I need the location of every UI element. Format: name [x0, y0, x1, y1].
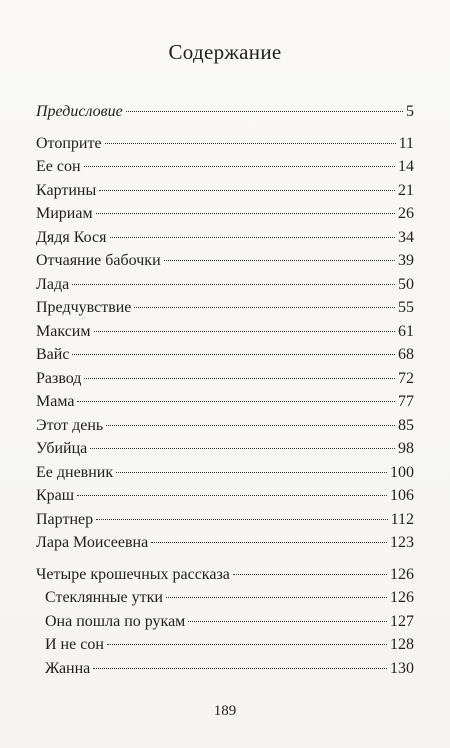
toc-entry-page: 130	[390, 659, 414, 677]
dot-leader	[99, 190, 395, 191]
toc-entry-page: 106	[390, 487, 414, 504]
toc-entry-page: 126	[390, 589, 414, 606]
toc-entry-page: 14	[398, 158, 414, 175]
toc-entry[interactable]	[36, 370, 414, 394]
toc-entry-page: 50	[398, 275, 414, 293]
toc-entry[interactable]	[36, 440, 414, 464]
toc-entry-page: 72	[398, 369, 414, 387]
toc-entry-page: 39	[398, 252, 414, 269]
toc-entry-label: Предисловие	[36, 103, 123, 120]
toc-entry[interactable]	[36, 229, 414, 253]
toc-entry[interactable]	[36, 205, 414, 229]
toc-entry-label: Четыре крошечных рассказа	[36, 565, 230, 583]
dot-leader	[116, 472, 387, 473]
dot-leader	[72, 284, 395, 285]
dot-leader	[164, 260, 395, 261]
toc-entry-page: 123	[390, 534, 414, 551]
toc-entry-page: 21	[398, 181, 414, 199]
toc-entry-page: 34	[398, 228, 414, 246]
toc-entry-page: 126	[390, 565, 414, 583]
toc-entry-page: 11	[398, 134, 414, 152]
toc-entry-page: 55	[398, 299, 414, 316]
toc-entry[interactable]	[36, 534, 414, 558]
toc-entry-page: 128	[390, 636, 414, 653]
toc-entry-label: Вайс	[36, 346, 70, 363]
toc-entry[interactable]	[36, 464, 414, 488]
toc-entry[interactable]	[36, 135, 414, 159]
toc-entry-label: Лада	[36, 275, 70, 293]
table-of-contents	[36, 103, 414, 683]
dot-leader	[188, 621, 387, 622]
dot-leader	[84, 166, 395, 167]
toc-entry[interactable]	[36, 487, 414, 511]
toc-entry-label: Лара Моисеевна	[36, 534, 149, 551]
toc-entry-label: Развод	[36, 369, 82, 387]
toc-entry[interactable]	[36, 299, 414, 323]
dot-leader	[106, 425, 395, 426]
toc-entry-page: 5	[406, 103, 414, 120]
toc-entry-label: Предчувствие	[36, 299, 132, 316]
dot-leader	[77, 495, 387, 496]
dot-leader	[72, 354, 395, 355]
toc-entry-label: Стеклянные утки	[45, 589, 163, 606]
dot-leader	[110, 237, 395, 238]
toc-entry-page: 98	[398, 440, 414, 457]
dot-leader	[166, 597, 387, 598]
toc-entry-page: 26	[398, 205, 414, 222]
toc-entry-label: Она пошла по рукам	[45, 612, 186, 630]
toc-entry-label: Жанна	[45, 659, 91, 677]
toc-entry-label: И не сон	[45, 636, 104, 653]
dot-leader	[77, 401, 395, 402]
dot-leader	[151, 542, 387, 543]
toc-subentry[interactable]	[36, 613, 414, 637]
toc-entry-page: 77	[398, 393, 414, 410]
toc-entry-page: 68	[398, 346, 414, 363]
toc-entry-page: 100	[390, 463, 414, 481]
toc-entry[interactable]	[36, 252, 414, 276]
toc-entry[interactable]	[36, 346, 414, 370]
toc-entry-label: Краш	[36, 487, 75, 504]
toc-entry-page: 112	[390, 510, 414, 528]
toc-entry[interactable]	[36, 158, 414, 182]
toc-entry-page: 85	[398, 416, 414, 434]
toc-entry-page: 127	[390, 612, 414, 630]
toc-entry-label: Ее дневник	[36, 463, 114, 481]
toc-entry[interactable]	[36, 393, 414, 417]
toc-subentry[interactable]	[36, 589, 414, 613]
dot-leader	[84, 378, 395, 379]
toc-entry-label: Убийца	[36, 440, 88, 457]
dot-leader	[107, 644, 387, 645]
toc-entry-section[interactable]	[36, 566, 414, 590]
toc-entry[interactable]	[36, 323, 414, 347]
dot-leader	[134, 307, 395, 308]
dot-leader	[126, 111, 403, 112]
dot-leader	[105, 143, 396, 144]
toc-entry-label: Партнер	[36, 510, 94, 528]
toc-entry-label: Картины	[36, 181, 97, 199]
toc-entry-label: Максим	[36, 322, 91, 340]
toc-entry[interactable]	[36, 417, 414, 441]
toc-entry[interactable]	[36, 511, 414, 535]
toc-entry-label: Отчаяние бабочки	[36, 252, 161, 269]
toc-entry-label: Этот день	[36, 416, 104, 434]
toc-entry-label: Дядя Кося	[36, 228, 107, 246]
toc-entry-label: Отоприте	[36, 134, 102, 152]
dot-leader	[94, 331, 396, 332]
page-title: Содержание	[168, 40, 282, 64]
toc-entry[interactable]	[36, 182, 414, 206]
dot-leader	[90, 448, 395, 449]
toc-entry[interactable]	[36, 276, 414, 300]
toc-entry-page: 61	[398, 322, 414, 340]
toc-subentry[interactable]	[36, 636, 414, 660]
page-number: 189	[213, 703, 237, 719]
dot-leader	[93, 668, 387, 669]
toc-entry-label: Мама	[36, 393, 75, 410]
dot-leader	[233, 574, 387, 575]
toc-entry-label: Ее сон	[36, 158, 81, 175]
dot-leader	[96, 213, 395, 214]
dot-leader	[96, 519, 387, 520]
toc-entry-label: Мириам	[36, 205, 93, 222]
toc-subentry[interactable]	[36, 660, 414, 684]
toc-entry-preface[interactable]	[36, 103, 414, 127]
